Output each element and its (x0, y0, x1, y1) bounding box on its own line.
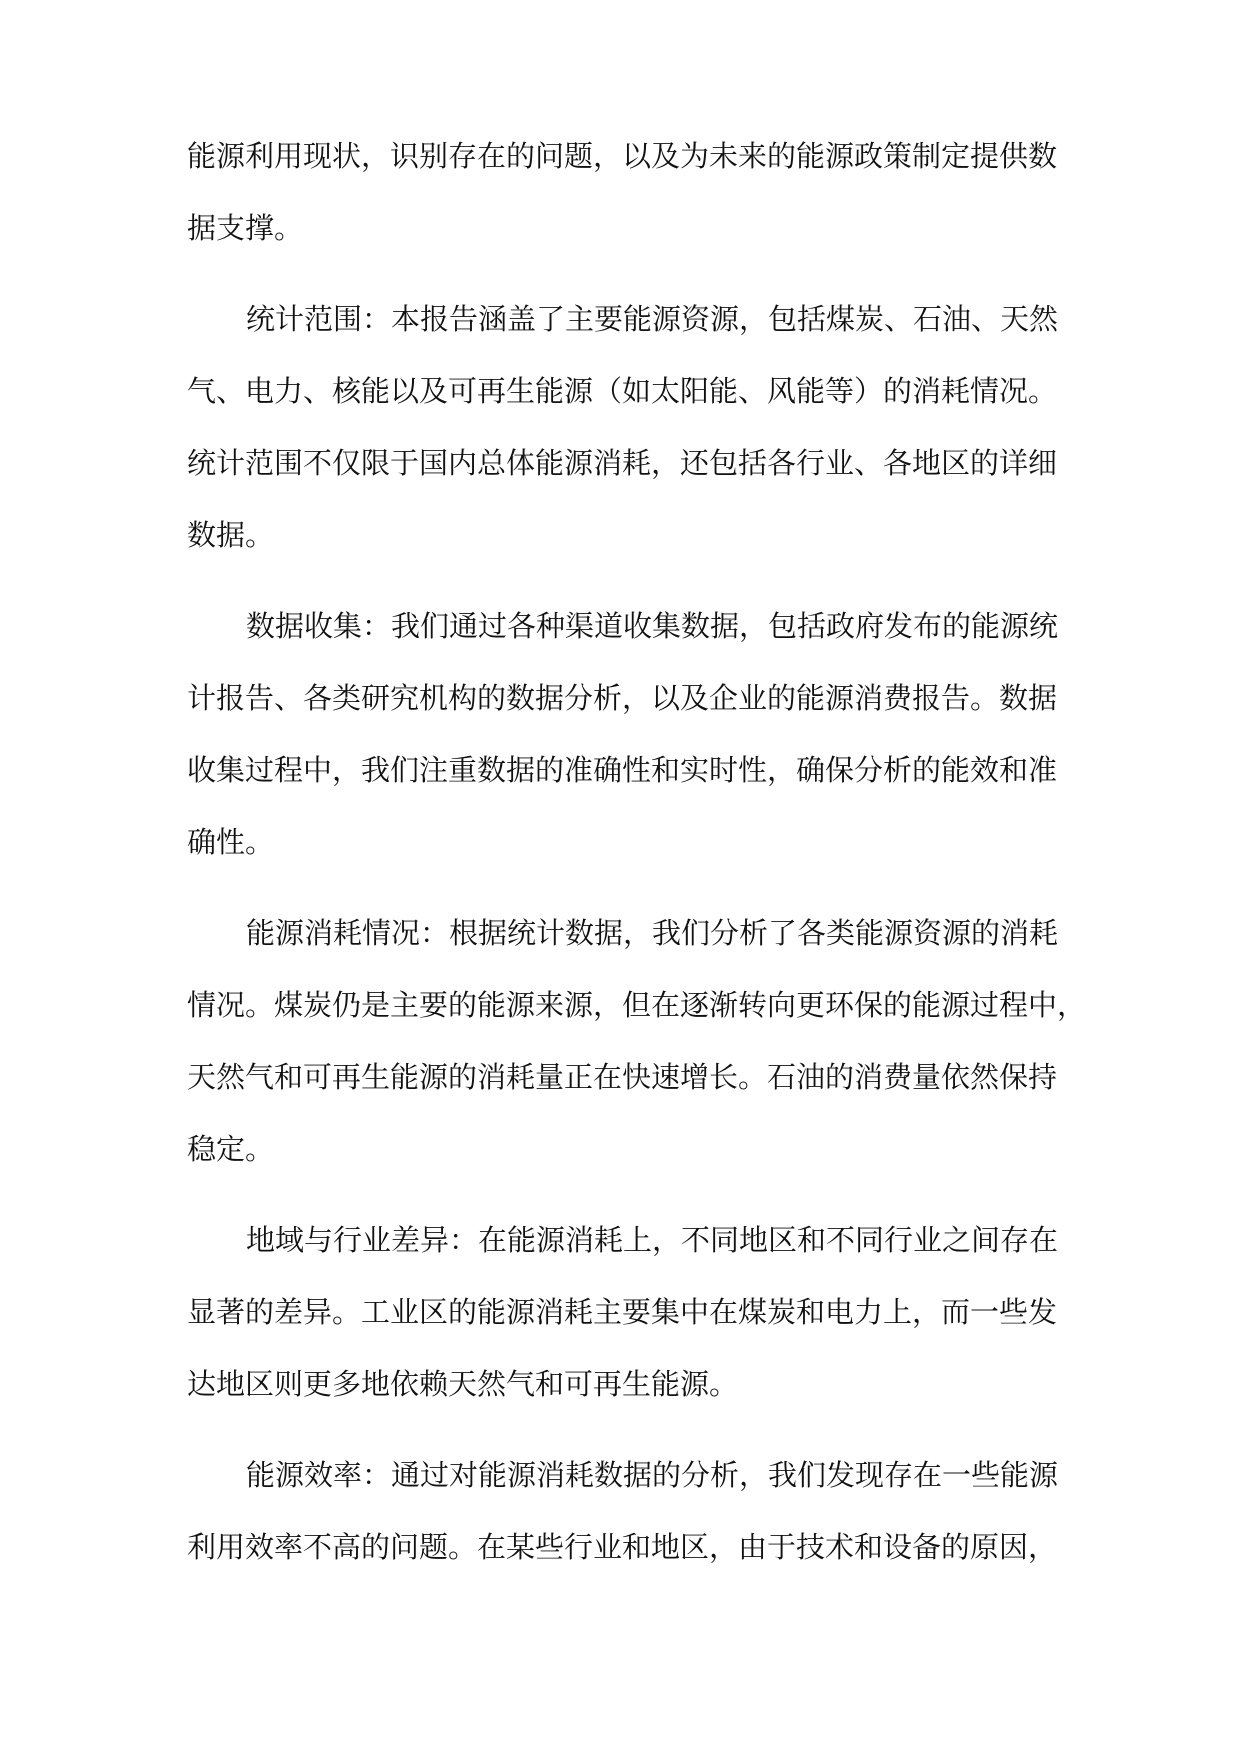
paragraph-first-line: 数据收集：我们通过各种渠道收集数据，包括政府发布的能源统 (246, 609, 1059, 643)
paragraph-first-line: 统计范围：本报告涵盖了主要能源资源，包括煤炭、石油、天然 (246, 302, 1059, 336)
text-line: 统计范围不仅限于国内总体能源消耗，还包括各行业、各地区的详细 (187, 446, 1058, 480)
text-line: 达地区则更多地依赖天然气和可再生能源。 (187, 1367, 739, 1401)
text-line: 收集过程中，我们注重数据的准确性和实时性，确保分析的能效和准 (187, 753, 1058, 787)
text-line: 据支撑。 (187, 211, 304, 245)
paragraph-first-line: 能源消耗情况：根据统计数据，我们分析了各类能源资源的消耗 (246, 916, 1059, 950)
text-line: 能源利用现状，识别存在的问题，以及为未来的能源政策制定提供数 (187, 139, 1058, 173)
text-line: 情况。煤炭仍是主要的能源来源，但在逐渐转向更环保的能源过程中， (187, 988, 1087, 1022)
paragraph-first-line: 地域与行业差异：在能源消耗上，不同地区和不同行业之间存在 (246, 1223, 1059, 1257)
text-line: 显著的差异。工业区的能源消耗主要集中在煤炭和电力上，而一些发 (187, 1295, 1058, 1329)
paragraph-first-line: 能源效率：通过对能源消耗数据的分析，我们发现存在一些能源 (246, 1458, 1059, 1492)
text-line: 气、电力、核能以及可再生能源（如太阳能、风能等）的消耗情况。 (187, 374, 1058, 408)
text-line: 计报告、各类研究机构的数据分析，以及企业的能源消费报告。数据 (187, 681, 1058, 715)
text-line: 利用效率不高的问题。在某些行业和地区，由于技术和设备的原因， (187, 1530, 1058, 1564)
text-line: 天然气和可再生能源的消耗量正在快速增长。石油的消费量依然保持 (187, 1060, 1058, 1094)
text-line: 确性。 (187, 825, 275, 859)
text-line: 数据。 (187, 518, 275, 552)
text-line: 稳定。 (187, 1132, 275, 1166)
